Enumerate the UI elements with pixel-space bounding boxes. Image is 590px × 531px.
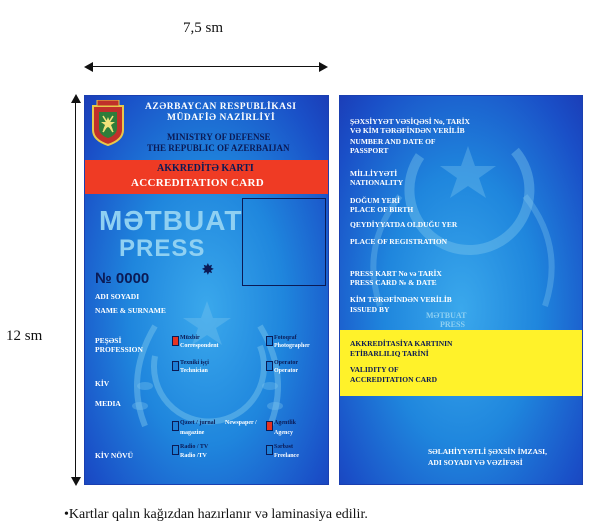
- option-operator-en: Operator: [274, 368, 298, 374]
- accreditation-band: [85, 160, 328, 194]
- header-az-line1: AZƏRBAYCAN RESPUBLİKASI: [145, 102, 297, 112]
- freelance-checkbox[interactable]: [266, 445, 273, 455]
- card-number: № 0000: [95, 270, 150, 287]
- radio-tv-checkbox[interactable]: [172, 445, 179, 455]
- registration-en: PLACE OF REGISTRATION: [350, 237, 448, 246]
- option-radio-en: Radio /TV: [180, 453, 207, 459]
- birth-en: PLACE OF BIRTH: [350, 205, 414, 214]
- kiv-label: KİV: [95, 379, 110, 388]
- option-operator-az: Operator: [274, 360, 298, 366]
- option-correspondent-az: Müxbir: [180, 335, 200, 341]
- id-doc-line4: PASSPORT: [350, 146, 389, 155]
- signature-line1: SƏLAHİYYƏTLİ ŞƏXSİN İMZASI,: [428, 447, 547, 456]
- validity-en-line2: ACCREDITATION CARD: [350, 375, 438, 384]
- press-card-az: PRESS KART No və TARİX: [350, 269, 442, 278]
- issued-az: KİM TƏRƏFİNDƏN VERİLİB: [350, 295, 452, 304]
- validity-en-line1: VALIDITY OF: [350, 365, 399, 374]
- width-dimension-label: 7,5 sm: [183, 20, 224, 36]
- height-dimension-arrow: [75, 98, 76, 481]
- arrowhead-down-icon: [71, 477, 81, 486]
- ministry-emblem-icon: [91, 100, 125, 146]
- option-photographer-az: Fotoqraf: [274, 335, 297, 341]
- photo-placeholder: [242, 198, 326, 286]
- option-freelance-az: Sərbəst: [274, 444, 293, 450]
- option-agency-az: Agentlik: [274, 420, 297, 426]
- agency-checkbox[interactable]: [266, 421, 273, 431]
- arrowhead-up-icon: [71, 94, 81, 103]
- id-doc-line1: ŞƏXSİYYƏT VƏSİQƏSİ No, TARİX: [350, 117, 470, 126]
- option-correspondent-en: Correspondent: [180, 343, 219, 349]
- operator-checkbox[interactable]: [266, 361, 273, 371]
- option-freelance-en: Freelance: [274, 453, 299, 459]
- option-technician-en: Technician: [180, 368, 208, 374]
- option-radio-az: Radio / TV: [180, 444, 209, 450]
- nationality-en: NATIONALITY: [350, 178, 404, 187]
- id-doc-line3: NUMBER AND DATE OF: [350, 137, 436, 146]
- option-photographer-en: Photographer: [274, 343, 310, 349]
- accreditation-card-front: [85, 96, 328, 484]
- name-label-az: ADI SOYADI: [95, 292, 140, 301]
- profession-label-az: PEŞƏSİ: [95, 336, 122, 345]
- newspaper-checkbox[interactable]: [172, 421, 179, 431]
- arrowhead-left-icon: [84, 62, 93, 72]
- back-press-watermark-en: PRESS: [440, 320, 465, 329]
- signature-line2: ADI SOYADI VƏ VƏZİFƏSİ: [428, 458, 523, 467]
- option-newspaper-az: Qəzet / jurnal: [180, 420, 216, 426]
- header-az-line2: MÜDAFİƏ NAZİRLİYİ: [167, 113, 276, 123]
- validity-az-line2: ETİBARLILIQ TARİNİ: [350, 349, 429, 358]
- profession-label-en: PROFESSION: [95, 345, 143, 354]
- option-newspaper-en: Newspaper /: [225, 420, 257, 426]
- footnote-caption: •Kartlar qalın kağızdan hazırlanır və laminasiya edilir.: [64, 507, 368, 522]
- band-title-az: AKKREDİTƏ KARTI: [157, 163, 254, 174]
- name-label-en: NAME & SURNAME: [95, 306, 166, 315]
- kiv-novu-label: KİV NÖVÜ: [95, 451, 133, 460]
- correspondent-checkbox[interactable]: [172, 336, 179, 346]
- header-en-line2: THE REPUBLIC OF AZERBAIJAN: [147, 143, 290, 153]
- accreditation-card-back: [340, 96, 582, 484]
- width-dimension-arrow: [88, 66, 326, 67]
- validity-az-line1: AKKREDİTASİYA KARTININ: [350, 339, 453, 348]
- nationality-az: MİLLİYYƏTİ: [350, 169, 398, 178]
- option-newspaper-en-2: magazine: [180, 430, 205, 436]
- press-card-en: PRESS CARD № & DATE: [350, 278, 437, 287]
- media-label: MEDIA: [95, 399, 121, 408]
- header-en-line1: MINISTRY OF DEFENSE: [167, 132, 271, 142]
- option-agency-en: Agency: [274, 430, 293, 436]
- height-dimension-label: 12 sm: [6, 328, 43, 344]
- arrowhead-right-icon: [319, 62, 328, 72]
- back-press-watermark-az: MƏTBUAT: [426, 311, 467, 320]
- birth-az: DOĞUM YERİ: [350, 196, 400, 205]
- technician-checkbox[interactable]: [172, 361, 179, 371]
- issued-en: ISSUED BY: [350, 305, 390, 314]
- band-title-en: ACCREDITATION CARD: [131, 177, 265, 189]
- press-watermark-az: MƏTBUAT: [99, 205, 243, 236]
- registration-az: QEYDİYYATDA OLDUĞU YER: [350, 220, 458, 229]
- small-star-icon: ✸: [202, 263, 214, 278]
- press-watermark-en: PRESS: [119, 235, 206, 262]
- photographer-checkbox[interactable]: [266, 336, 273, 346]
- validity-band: [340, 330, 582, 396]
- option-technician-az: Texniki işçi: [180, 360, 209, 366]
- id-doc-line2: VƏ KİM TƏRƏFİNDƏN VERİLİB: [350, 126, 465, 135]
